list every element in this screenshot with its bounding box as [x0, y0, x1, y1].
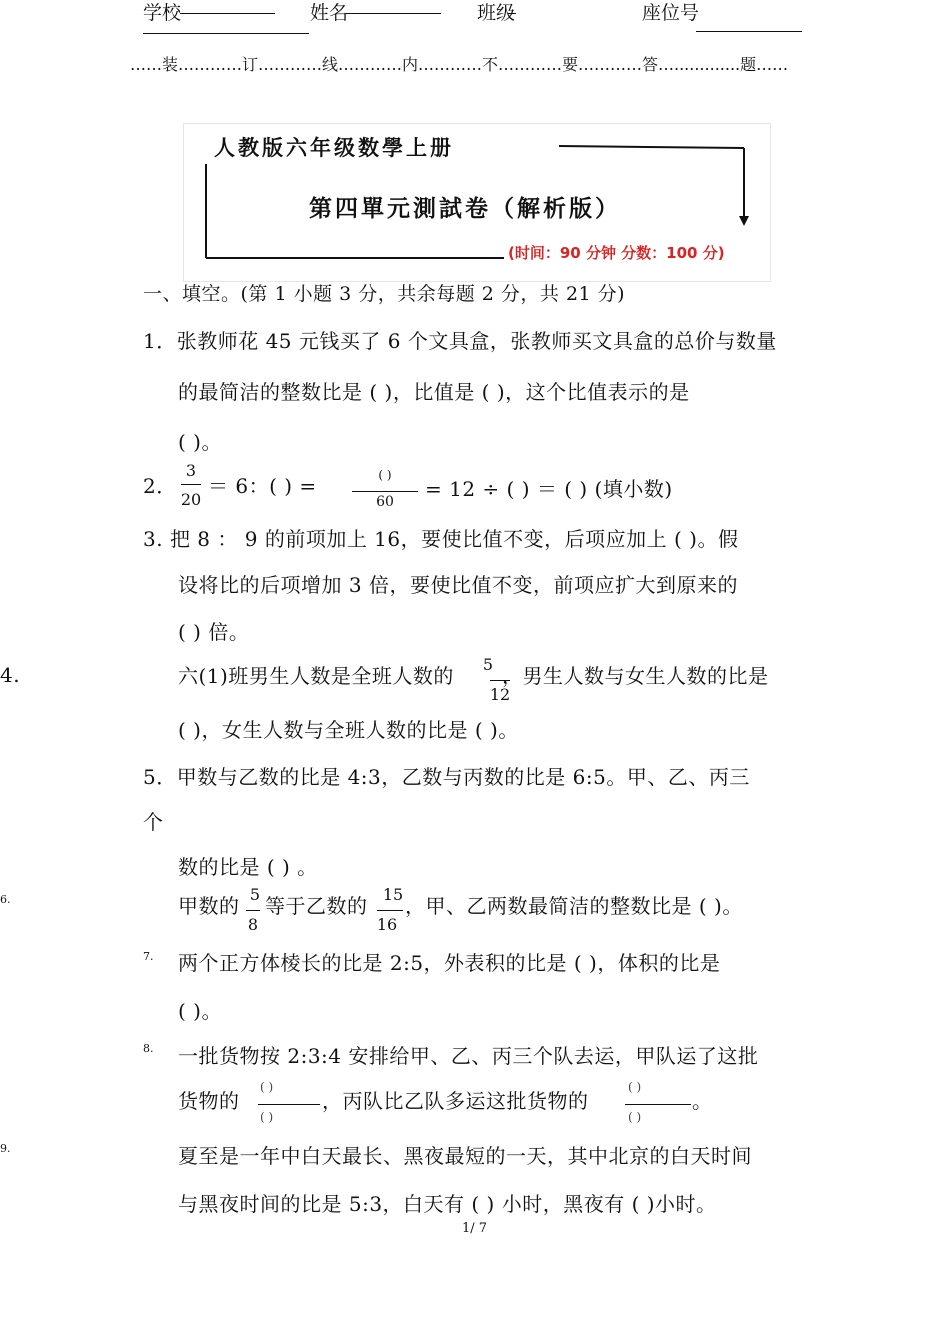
q4-frac-num: 5: [482, 655, 494, 674]
q5-line3: 数的比是 ( ) 。: [178, 855, 318, 879]
class-field-line: [143, 33, 309, 34]
q8-frac2-den: ( ): [628, 1110, 642, 1124]
q8-text-c: 。: [692, 1089, 713, 1113]
q2-part1: ＝ 6：( ) =: [208, 474, 317, 498]
q6-text-a: 甲数的: [178, 894, 240, 918]
q4-frac-den: 12: [489, 685, 511, 704]
q8-frac2-bar: [625, 1104, 691, 1105]
q8-text-b: ，丙队比乙队多运这批货物的: [322, 1089, 589, 1113]
name-label: 姓名: [310, 2, 349, 24]
seat-field[interactable]: [696, 31, 802, 32]
seat-label: 座位号: [642, 2, 700, 24]
q6-frac2-bar: [377, 910, 403, 911]
q3-line1: 3. 把 8 ： 9 的前项加上 16，要使比值不变，后项应加上 ( )。假: [143, 527, 739, 551]
q7-number: 7.: [143, 950, 154, 963]
q6-frac2-den: 16: [376, 915, 398, 934]
q9-line2: 与黑夜时间的比是 5:3，白天有 ( ) 小时，黑夜有 ( )小时。: [178, 1192, 717, 1216]
q5-line2: 个: [143, 810, 164, 834]
page-number: 1/ 7: [462, 1221, 488, 1236]
q3-line2: 设将比的后项增加 3 倍，要使比值不变，前项应扩大到原来的: [178, 573, 738, 597]
q2-frac1-den: 20: [180, 490, 202, 509]
q3-line3: ( ) 倍。: [178, 620, 250, 644]
q1-line2: 的最简洁的整数比是 ( )，比值是 ( )，这个比值表示的是: [178, 380, 690, 404]
q6-text-c: ，甲、乙两数最简洁的整数比是 ( )。: [405, 894, 743, 918]
title-banner: [183, 123, 771, 282]
q6-frac1-bar: [246, 910, 260, 911]
q2-frac1-num: 3: [185, 461, 197, 480]
q8-number: 8.: [143, 1042, 154, 1055]
q2-frac1-bar: [181, 484, 201, 485]
banner-title: 人教版六年级数學上册: [214, 136, 454, 160]
q6-number: 6.: [0, 893, 11, 906]
q6-frac1-num: 5: [249, 885, 261, 904]
q6-frac1-den: 8: [247, 915, 259, 934]
q8-frac1-den: ( ): [260, 1110, 274, 1124]
banner-meta: (时间：90 分钟 分数：100 分): [508, 244, 725, 262]
q2-frac2-den: 60: [376, 494, 394, 510]
q8-line1: 一批货物按 2:3:4 安排给甲、乙、丙三个队去运，甲队运了这批: [178, 1044, 759, 1068]
q4-text-a: 六(1)班男生人数是全班人数的: [178, 664, 454, 688]
q4-text-b: ，男生人数与女生人数的比是: [502, 664, 769, 688]
q2-part2: = 12 ÷ ( ) ＝ ( ) (填小数): [425, 477, 673, 501]
class-label: 班级: [477, 2, 516, 24]
q5-line1: 5．甲数与乙数的比是 4:3，乙数与丙数的比是 6:5。甲、乙、丙三: [143, 765, 750, 789]
q7-line1: 两个正方体棱长的比是 2:5，外表积的比是 ( )，体积的比是: [178, 951, 721, 975]
q4-line2: ( )，女生人数与全班人数的比是 ( )。: [178, 718, 519, 742]
q6-text-b: 等于乙数的: [265, 894, 368, 918]
name-field[interactable]: [346, 13, 441, 14]
q8-frac2-num: ( ): [628, 1080, 642, 1094]
banner-subtitle: 第四單元測試卷（解析版）: [309, 196, 621, 222]
q9-line1: 夏至是一年中白天最长、黑夜最短的一天，其中北京的白天时间: [178, 1144, 752, 1168]
q8-frac1-num: ( ): [260, 1080, 274, 1094]
q2-frac2-num: ( ): [378, 468, 392, 482]
school-label: 学校: [143, 2, 182, 24]
q2-frac2-bar: [352, 491, 418, 492]
binding-line: ……装…………订…………线…………内…………不…………要…………答….............题……: [130, 55, 789, 74]
school-field[interactable]: [180, 13, 275, 14]
q9-number: 9.: [0, 1142, 11, 1155]
q7-line2: ( )。: [178, 999, 222, 1023]
q1-line3: ( )。: [178, 430, 222, 454]
section-heading: 一、填空。(第 1 小题 3 分，共余每题 2 分，共 21 分): [143, 283, 626, 305]
q8-text-a: 货物的: [178, 1089, 240, 1113]
q6-frac2-num: 15: [382, 885, 404, 904]
q8-frac1-bar: [258, 1104, 320, 1105]
q1-line1: 1．张教师花 45 元钱买了 6 个文具盒，张教师买文具盒的总价与数量: [143, 329, 777, 353]
class-field[interactable]: [508, 13, 516, 14]
q2-number: 2．: [143, 474, 177, 498]
q4-number: 4.: [0, 663, 21, 687]
